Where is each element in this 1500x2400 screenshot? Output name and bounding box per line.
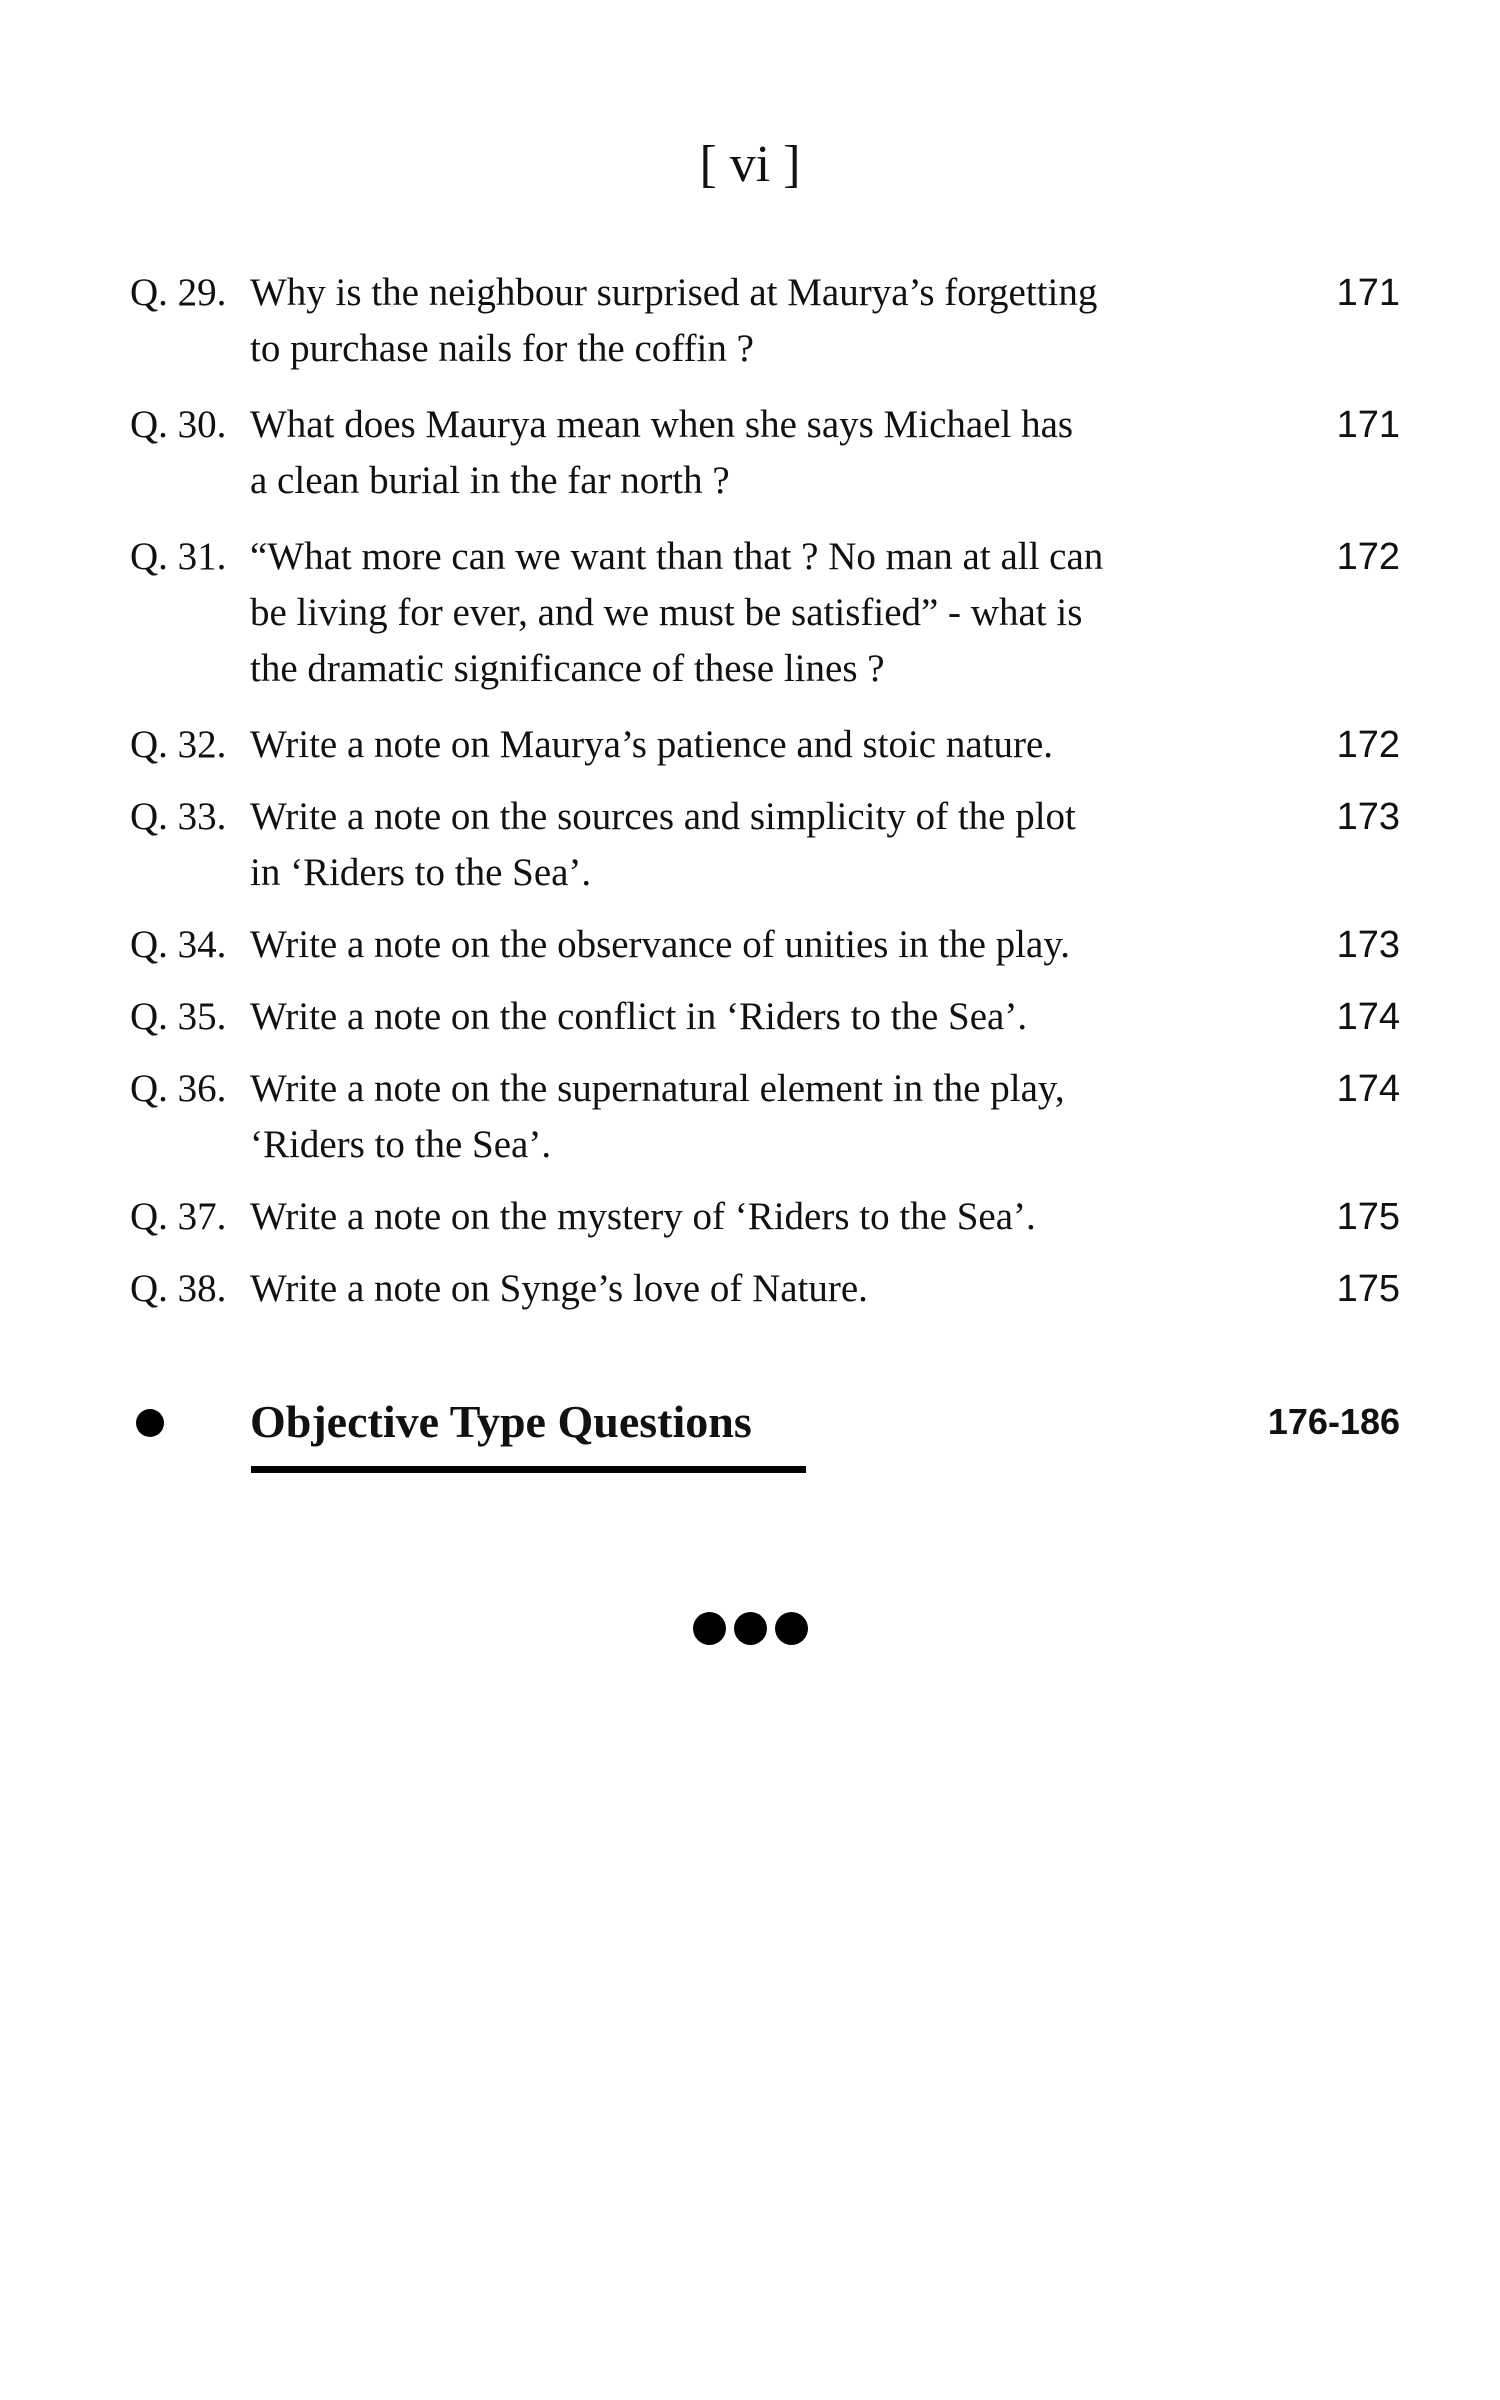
question-number: Q. 37. <box>130 1195 227 1238</box>
objective-section-entry <box>130 1390 1400 1470</box>
bullet-icon <box>136 1409 164 1437</box>
page-reference: 173 <box>1336 924 1400 966</box>
toc-entry-q30 <box>130 397 1400 509</box>
page-number: [ vi ] <box>699 136 801 193</box>
page-reference: 172 <box>1336 536 1400 578</box>
page-reference: 171 <box>1336 272 1400 314</box>
question-text: “What more can we want than that ? No man at all can be living for ever, and we must be satisfied” - what is the dramatic significance of these lines ? <box>250 535 1104 690</box>
page-reference: 171 <box>1336 404 1400 446</box>
question-text: Write a note on the sources and simplicity of the plot in ‘Riders to the Sea’. <box>250 795 1076 894</box>
question-text: Write a note on Synge’s love of Nature. <box>250 1267 868 1310</box>
page-reference: 175 <box>1336 1268 1400 1310</box>
toc-entry-q29 <box>130 265 1400 377</box>
toc-entry-q32 <box>130 717 1400 773</box>
section-title: Objective Type Questions <box>250 1396 752 1447</box>
question-number: Q. 29. <box>130 271 227 314</box>
page-reference: 173 <box>1336 796 1400 838</box>
question-number: Q. 30. <box>130 403 227 446</box>
question-number: Q. 35. <box>130 995 227 1038</box>
page-reference: 174 <box>1336 996 1400 1038</box>
question-text: Write a note on the observance of unities in the play. <box>250 923 1071 966</box>
page-reference: 175 <box>1336 1196 1400 1238</box>
ornament-dot-icon <box>693 1612 726 1645</box>
title-underline <box>251 1466 806 1473</box>
toc-entry-q31 <box>130 529 1400 697</box>
question-text: Write a note on the conflict in ‘Riders to the Sea’. <box>250 995 1028 1038</box>
toc-entry-q37 <box>130 1189 1400 1245</box>
end-ornament <box>0 1612 1500 1645</box>
ornament-dot-icon <box>775 1612 808 1645</box>
question-text: Why is the neighbour surprised at Maurya’s forgetting to purchase nails for the coffin ? <box>250 271 1098 370</box>
question-text: Write a note on Maurya’s patience and stoic nature. <box>250 723 1054 766</box>
question-text: What does Maurya mean when she says Michael has a clean burial in the far north ? <box>250 403 1074 502</box>
toc-entry-q33 <box>130 789 1400 901</box>
question-text: Write a note on the mystery of ‘Riders to the Sea’. <box>250 1195 1036 1238</box>
page-reference: 174 <box>1336 1068 1400 1110</box>
toc-entry-q38 <box>130 1261 1400 1317</box>
question-number: Q. 32. <box>130 723 227 766</box>
toc-entry-q35 <box>130 989 1400 1045</box>
section-page-range: 176-186 <box>1267 1401 1400 1442</box>
toc-entry-q36 <box>130 1061 1400 1173</box>
page-reference: 172 <box>1336 724 1400 766</box>
question-number: Q. 36. <box>130 1067 227 1110</box>
ornament-dot-icon <box>734 1612 767 1645</box>
question-number: Q. 34. <box>130 923 227 966</box>
question-number: Q. 38. <box>130 1267 227 1310</box>
question-text: Write a note on the supernatural element in the play, ‘Riders to the Sea’. <box>250 1067 1065 1166</box>
table-of-contents <box>130 265 1400 1317</box>
question-number: Q. 33. <box>130 795 227 838</box>
toc-entry-q34 <box>130 917 1400 973</box>
question-number: Q. 31. <box>130 535 227 578</box>
